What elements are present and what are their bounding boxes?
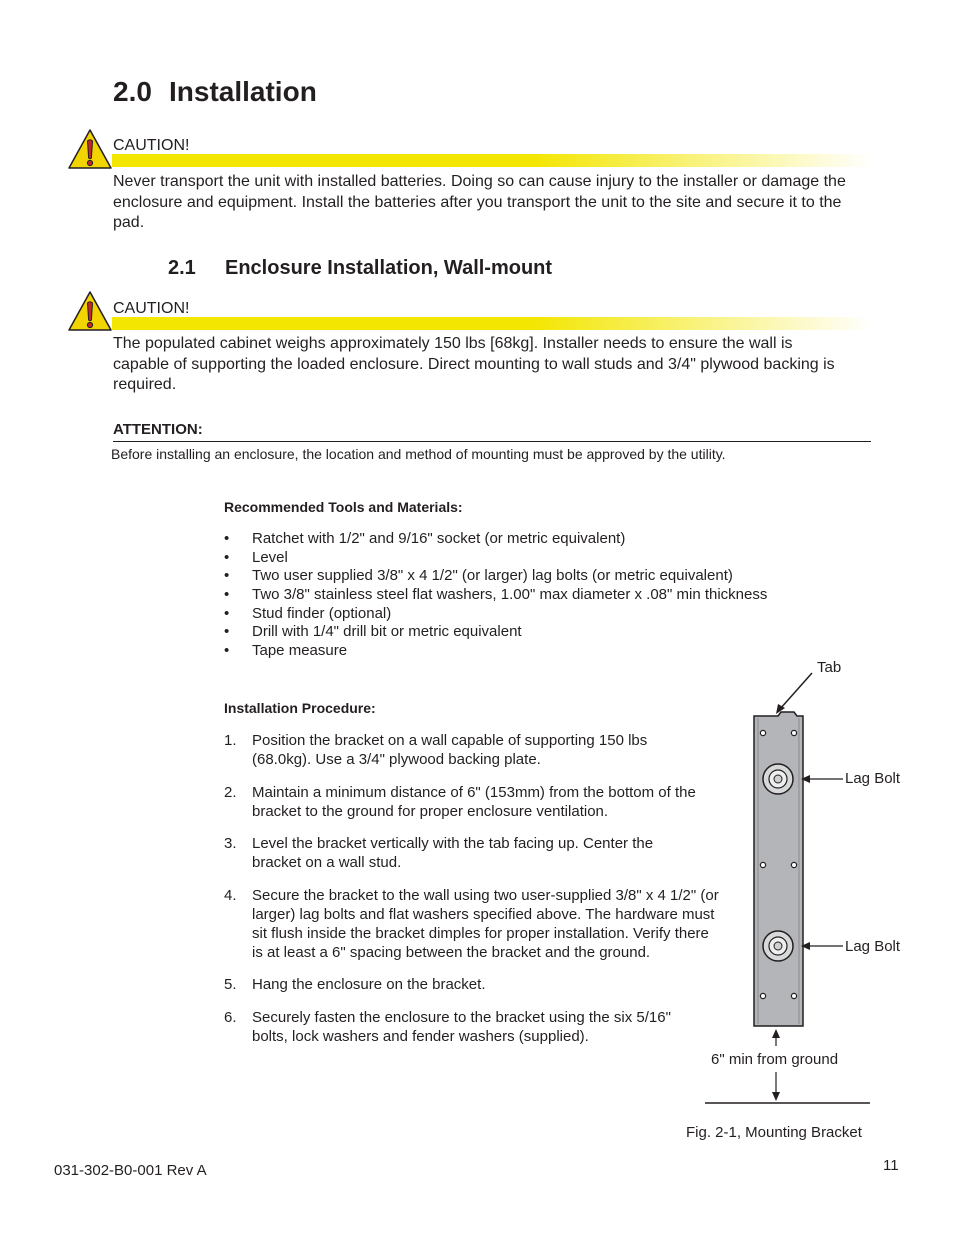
attention-divider [113,441,871,442]
list-item [224,642,767,661]
step-text: Secure the bracket to the wall using two user-supplied 3/8" x 4 1/2" (or larger) lag bolts and flat washers specified above. The hardware must sit flush inside the bracket dimples for proper installation. Verify there is at least a 6" spacing between the bracket and the ground. [252,886,719,961]
lag-bolt-label: Lag Bolt [845,938,901,955]
caution-text: Never transport the unit with installed batteries. Doing so can cause injury to the installer or damage the enclosure and equipment. Install the batteries after you transport the unit to the site and secure it to the pad. [113,173,846,231]
caution-label: CAUTION! [113,137,190,154]
page-number: 11 [883,1157,899,1174]
procedure-step [224,886,724,962]
caution-bar [112,317,872,330]
step-text: Securely fasten the enclosure to the bracket using the six 5/16" bolts, lock washers and fender washers (supplied). [252,1008,671,1045]
list-item-text: Level [252,548,288,566]
list-item [224,530,767,549]
ground-distance-label: 6" min from ground [711,1051,839,1068]
step-number: 3. [224,835,237,852]
tools-list [224,530,767,661]
procedure-step [224,1008,724,1046]
list-item [224,567,767,586]
step-text: Position the bracket on a wall capable of supporting 150 lbs (68.0kg). Use a 3/4" plywood backing plate. [252,732,648,768]
attention-text: Before installing an enclosure, the location and method of mounting must be approved by the utility. [111,446,726,462]
section-title: Installation [169,76,317,107]
section-number: 2.0 [113,76,152,107]
list-item-text: Two 3/8" stainless steel flat washers, 1.00" max diameter x .08" min thickness [252,586,768,604]
bullet-glyph: • [224,623,230,641]
subsection-number: 2.1 [168,257,196,279]
bullet-glyph: • [224,548,230,566]
bullet-glyph: • [224,604,230,622]
list-item [224,605,767,624]
section-heading [113,76,317,108]
list-item [224,549,767,568]
caution-label: CAUTION! [113,300,190,317]
subsection-title: Enclosure Installation, Wall-mount [225,257,553,279]
step-text: Hang the enclosure on the bracket. [252,976,486,993]
caution-text: The populated cabinet weighs approximately 150 lbs [68kg]. Installer needs to ensure the wall is capable of supporting the loaded enclosure. Direct mounting to wall studs and 3/4" plywood backing is required. [113,335,835,393]
procedure-step [224,975,724,994]
document-number: 031-302-B0-001 Rev A [54,1162,207,1179]
tab-pointer [780,673,812,709]
bullet-glyph: • [224,586,230,604]
list-item-text: Stud finder (optional) [252,604,392,622]
procedure-step [224,783,724,821]
caution-bar [112,154,872,167]
list-item-text: Two user supplied 3/8" x 4 1/2" (or larger) lag bolts (or metric equivalent) [252,567,733,585]
tools-heading: Recommended Tools and Materials: [224,499,463,515]
procedure-step [224,834,724,872]
figure-caption: Fig. 2-1, Mounting Bracket [686,1124,862,1141]
list-item-text: Drill with 1/4" drill bit or metric equivalent [252,623,522,641]
bullet-glyph: • [224,567,230,585]
step-number: 6. [224,1008,237,1026]
tab-label: Tab [817,659,842,676]
bullet-glyph: • [224,530,230,547]
list-item [224,623,767,642]
bullet-glyph: • [224,642,230,660]
list-item-text: Tape measure [252,642,348,660]
step-number: 1. [224,732,237,749]
warning-icon [67,290,113,332]
step-text: Maintain a minimum distance of 6" (153mm) from the bottom of the bracket to the ground for proper enclosure ventilation. [252,783,696,820]
procedure-heading: Installation Procedure: [224,700,376,716]
step-number: 2. [224,783,237,801]
step-text: Level the bracket vertically with the tab facing up. Center the bracket on a wall stud. [252,835,654,871]
lag-bolt-top [763,764,793,794]
subsection-heading [168,257,552,280]
list-item-text: Ratchet with 1/2" and 9/16" socket (or metric equivalent) [252,530,626,547]
step-number: 4. [224,886,237,904]
bracket-body [754,712,803,1026]
step-number: 5. [224,976,237,993]
lag-bolt-label: Lag Bolt [845,770,901,787]
lag-bolt-bottom [763,931,793,961]
procedure-step [224,731,724,769]
mounting-bracket-figure [690,660,890,1110]
attention-label: ATTENTION: [113,421,203,438]
list-item [224,586,767,605]
warning-icon [67,128,113,170]
procedure-list [224,731,724,1059]
